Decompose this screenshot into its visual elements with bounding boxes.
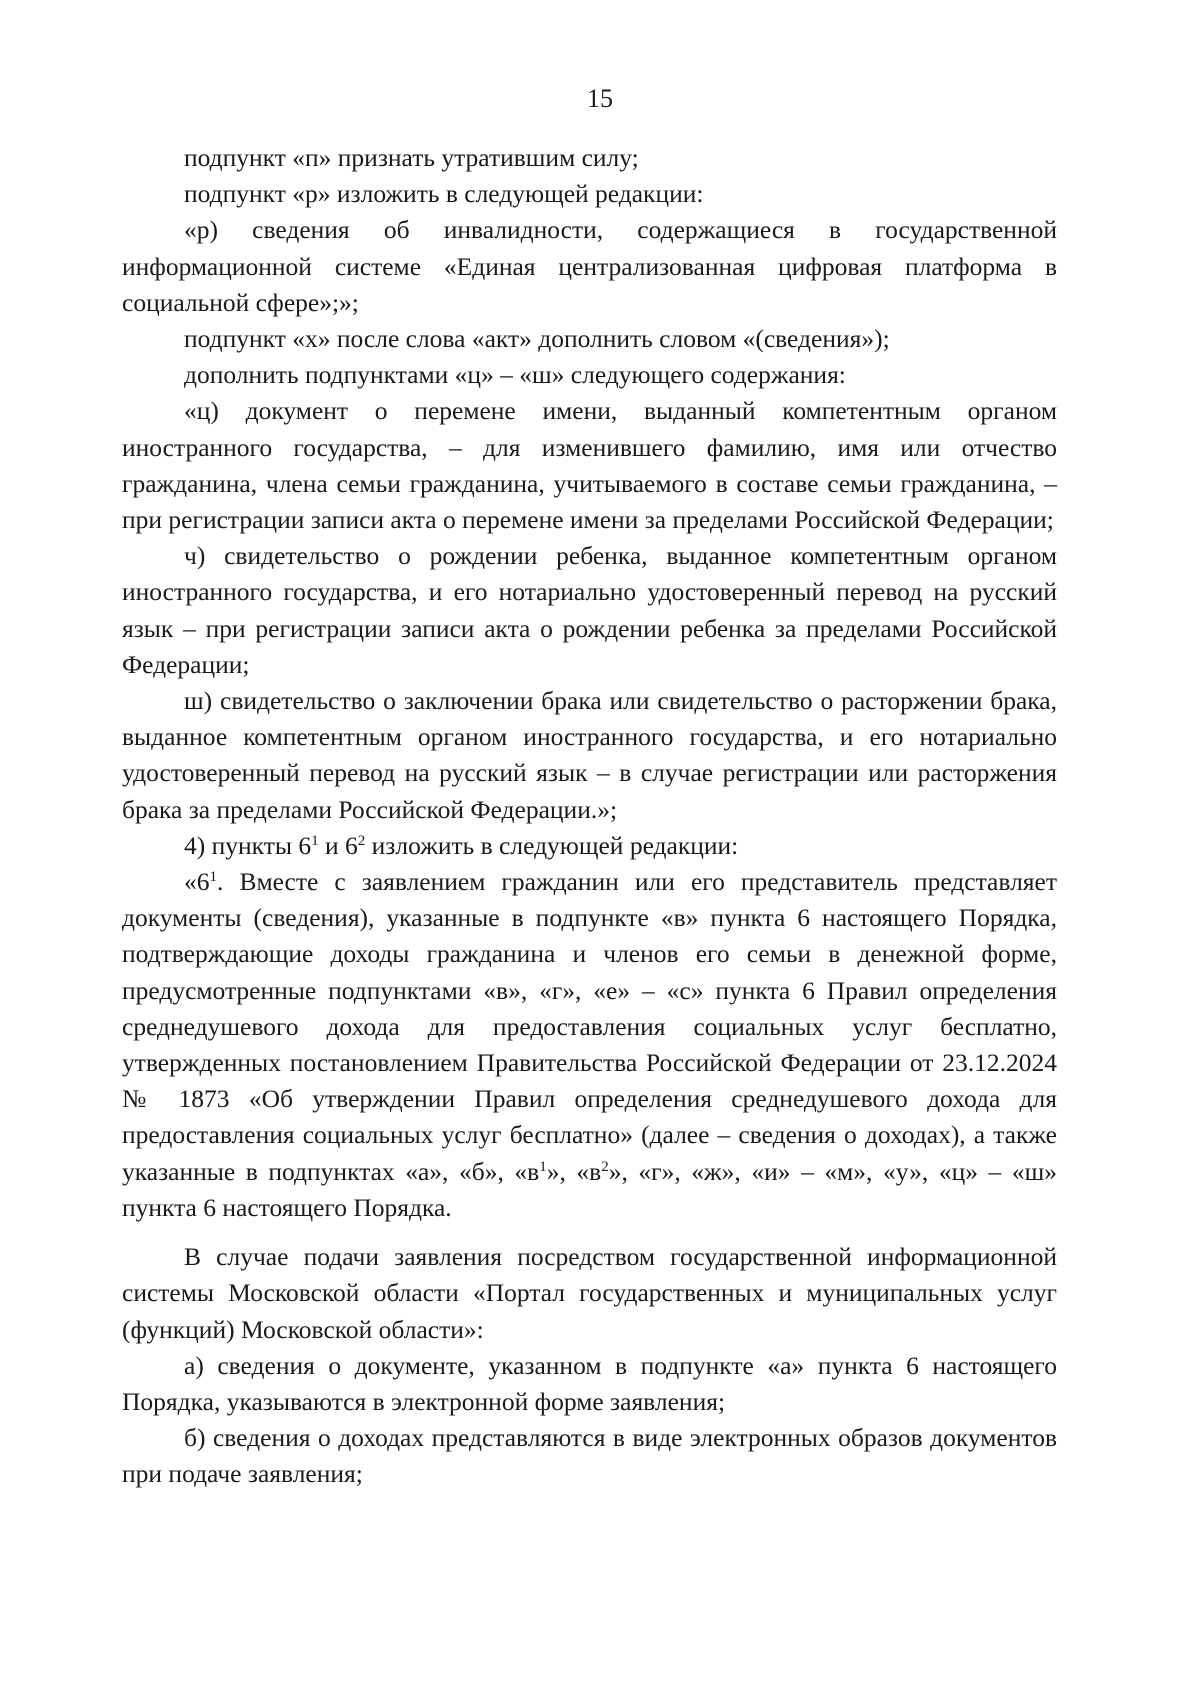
superscript: 1 — [539, 1158, 547, 1175]
document-body — [122, 140, 1057, 1493]
text-run: 4) пункты 6 — [184, 830, 312, 860]
text-run: и 6 — [318, 830, 358, 860]
superscript: 1 — [311, 832, 319, 849]
text-run: », «в — [546, 1156, 602, 1186]
paragraph — [122, 212, 1057, 321]
paragraph — [122, 538, 1057, 683]
paragraph — [122, 393, 1057, 538]
paragraph — [122, 828, 1057, 864]
paragraph — [122, 864, 1057, 1226]
page-number: 15 — [587, 84, 613, 113]
paragraph — [122, 357, 1057, 393]
text-run: подпункт «р» изложить в следующей редакции: — [184, 179, 704, 209]
text-run: «6 — [184, 867, 210, 897]
text-run: б) сведения о доходах представляются в виде электронных образов документов при подаче заявления; — [122, 1423, 1057, 1489]
text-run: ш) свидетельство о заключении брака или свидетельство о расторжении брака, выданное компетентным органом иностранного государства, и его нотариально удостоверенный перевод на русский язык – в случае регистрации или расторжения брака за пределами Российской Федерации.»; — [122, 686, 1057, 824]
text-run: «р) сведения об инвалидности, содержащиеся в государственной информационной системе «Единая централизованная цифровая платформа в социальной сфере»;»; — [122, 215, 1057, 317]
paragraph — [122, 176, 1057, 212]
text-run: а) сведения о документе, указанном в подпункте «а» пункта 6 настоящего Порядка, указываются в электронной форме заявления; — [122, 1350, 1057, 1416]
paragraph — [122, 1348, 1057, 1420]
text-run: подпункт «х» после слова «акт» дополнить словом «(сведения»); — [184, 324, 890, 354]
paragraph — [122, 1420, 1057, 1492]
text-run: подпункт «п» признать утратившим силу; — [184, 143, 639, 172]
text-run: «ц) документ о перемене имени, выданный компетентным органом иностранного государства, – для изменившего фамилию, имя или отчество гражданина, члена семьи гражданина, учитываемого в составе семьи гражданина, – при регистрации записи акта о перемене имени за пределами Российской Федерации; — [122, 396, 1057, 535]
text-run: ч) свидетельство о рождении ребенка, выданное компетентным органом иностранного государства, и его нотариально удостоверенный перевод на русский язык – при регистрации записи акта о рождении ребенка за пределами Российской Федерации; — [122, 541, 1057, 679]
superscript: 1 — [209, 869, 217, 886]
paragraph — [122, 321, 1057, 357]
text-run: В случае подачи заявления посредством государственной информационной системы Московской области «Портал государственных и муниципальных услуг (функций) Московской области»: — [122, 1242, 1057, 1344]
text-run: . Вместе с заявлением гражданин или его представитель представляет документы (сведения), указанные в подпункте «в» пункта 6 настоящего Порядка, подтверждающие доходы гражданина и членов его семьи в денежной форме, предусмотренные подпунктами «в», «г», «е» – «с» пункта 6 Правил определения среднедушевого дохода для предоставления социальных услуг бесплатно, утвержденных постановлением Правительства Российской Федерации от 23.12.2024 № 1873 «Об утверждении Правил определения среднедушевого дохода для предоставления социальных услуг бесплатно» (далее – сведения о доходах), а также указанные в подпунктах «а», «б», «в — [122, 867, 1057, 1186]
text-run: », «г», «ж», «и» – «м», «у», «ц» – «ш» пункта 6 настоящего Порядка. — [122, 1156, 1058, 1222]
text-run: изложить в следующей редакции: — [365, 830, 739, 860]
superscript: 2 — [357, 832, 366, 849]
text-run: дополнить подпунктами «ц» – «ш» следующего содержания: — [184, 360, 846, 390]
paragraph — [122, 140, 1057, 176]
superscript: 2 — [601, 1158, 609, 1175]
paragraph — [122, 1239, 1057, 1348]
paragraph — [122, 683, 1057, 828]
